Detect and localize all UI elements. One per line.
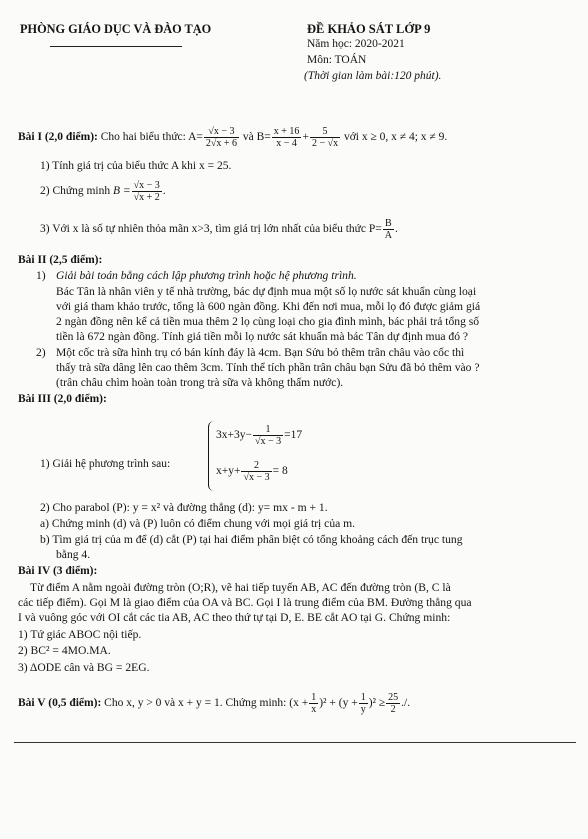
system-brace bbox=[208, 421, 215, 491]
problem-4-line-1: Từ điểm A nằm ngoài đường tròn (O;R), vẽ hai tiếp tuyến AB, AC đến đường tròn (B, C là bbox=[30, 581, 451, 594]
equation-2-rhs: = 8 bbox=[272, 465, 288, 478]
fraction-b1-numerator: x + 16 bbox=[273, 126, 300, 137]
question-3-fraction bbox=[383, 218, 394, 241]
question-3-period: . bbox=[395, 223, 398, 236]
fraction-b2-numerator: 5 bbox=[310, 126, 340, 138]
problem-2-part-1-line-2: với giá tham khảo trước, tổng là 600 ngàn đồng. Khi đến nơi mua, mỗi lọ đó được giảm giá bbox=[56, 300, 481, 313]
problem-2-part-2-number: 2) bbox=[36, 346, 46, 359]
problem-5-statement bbox=[18, 692, 410, 715]
term-1-numerator: 1 bbox=[311, 692, 317, 703]
problem-1-question-1: 1) Tính giá trị của biểu thức A khi x = 25. bbox=[40, 160, 232, 172]
equation-2-numerator: 2 bbox=[241, 460, 271, 472]
equation-1-numerator: 1 bbox=[253, 424, 283, 436]
fraction-a bbox=[204, 126, 239, 149]
problem-4-line-3: I và vuông góc với OI cắt các tia AB, AC theo thứ tự tại D, E. BE cắt AO tại G. Chứng minh: bbox=[18, 611, 451, 624]
equation-2-lhs: x+y+ bbox=[216, 465, 241, 478]
problem-4-question-2: 2) BC² = 4MO.MA. bbox=[18, 644, 111, 657]
inequality-sign: ≥ bbox=[378, 697, 386, 710]
term-2-numerator: 1 bbox=[360, 692, 366, 703]
equation-1 bbox=[216, 424, 302, 447]
department-underline bbox=[50, 46, 182, 47]
problem-4-heading: Bài IV (3 điểm): bbox=[18, 565, 98, 577]
problem-4-question-3: 3) ΔODE cân và BG = 2EG. bbox=[18, 661, 150, 674]
subject: Môn: TOÁN bbox=[307, 54, 367, 66]
problem-1-statement bbox=[18, 126, 447, 149]
problem-3-question-2a: a) Chứng minh (d) và (P) luôn có điểm chung với mọi giá trị của m. bbox=[40, 517, 356, 530]
term-1-open: (x + bbox=[289, 697, 309, 710]
problem-2-part-1-line-4: tiền là 672 ngàn đồng. Tính giá tiền mỗi lọ nước sát khuẩn mà bác Tân dự định mua đó ? bbox=[56, 330, 469, 343]
problem-3-question-2: 2) Cho parabol (P): y = x² và đường thẳng (d): y= mx - m + 1. bbox=[40, 501, 328, 514]
question-2-numerator: √x − 3 bbox=[133, 180, 160, 191]
result-fraction bbox=[386, 692, 400, 715]
problem-4-line-2: các tiếp điểm). Gọi M là giao điểm của OA và BC. Gọi I là trung điểm của BM. Đường thẳng qua bbox=[18, 596, 472, 609]
expression-b-label: và B= bbox=[242, 131, 271, 144]
term-2-close: )² bbox=[368, 697, 376, 710]
problem-3-question-2b-line-1: b) Tìm giá trị của m để (d) cắt (P) tại hai điểm phân biệt có tổng khoảng cách đến trục tung bbox=[40, 533, 463, 546]
problem-2-part-1-number: 1) bbox=[36, 269, 46, 282]
problem-3-question-1: 1) Giải hệ phương trình sau: bbox=[40, 458, 171, 470]
term-1-fraction bbox=[309, 692, 318, 715]
equation-1-lhs: 3x+3y− bbox=[216, 429, 252, 442]
school-year: Năm học: 2020-2021 bbox=[307, 38, 405, 50]
question-3-numerator: B bbox=[383, 218, 394, 230]
problem-1-heading: Bài I (2,0 điểm): bbox=[18, 131, 98, 144]
problem-2-part-2-line-3: (trân châu chìm hoàn toàn trong trà sữa và không thấm nước). bbox=[56, 376, 344, 389]
term-2-open: (y + bbox=[338, 697, 358, 710]
term-1-denominator: x bbox=[311, 704, 317, 715]
problem-2-part-1-line-3: 2 ngàn đồng nên kể cả tiền mua thêm 2 lọ cùng loại cho gia đình mình, bác phải trả tổng số bbox=[56, 315, 480, 328]
problem-1-question-3 bbox=[40, 218, 398, 241]
problem-5-text: Cho x, y > 0 và x + y = 1. Chứng minh: bbox=[104, 697, 287, 710]
fraction-b2 bbox=[310, 126, 340, 149]
term-1-close: )² bbox=[319, 697, 327, 710]
department-name: PHÒNG GIÁO DỤC VÀ ĐÀO TẠO bbox=[20, 22, 212, 36]
equation-2 bbox=[216, 460, 288, 483]
problem-3-question-2b-line-2: bằng 4. bbox=[56, 548, 91, 561]
bottom-rule bbox=[14, 742, 576, 743]
question-3-text: 3) Với x là số tự nhiên thỏa mãn x>3, tìm giá trị lớn nhất của biểu thức P= bbox=[40, 223, 382, 236]
fraction-a-numerator: √x − 3 bbox=[204, 126, 239, 138]
question-2-denominator: √x + 2 bbox=[133, 192, 160, 203]
fraction-b1-denominator: x − 4 bbox=[276, 138, 297, 149]
equation-1-denominator: √x − 3 bbox=[254, 436, 282, 447]
term-2-denominator: y bbox=[360, 704, 366, 715]
problem-2-part-2-line-1: Một cốc trà sữa hình trụ có bán kính đáy là 4cm. Bạn Sửu bỏ thêm trân châu vào cốc thì bbox=[56, 346, 465, 359]
problem-4-question-1: 1) Tứ giác ABOC nội tiếp. bbox=[18, 628, 142, 641]
fraction-b1 bbox=[272, 126, 302, 149]
equation-2-denominator: √x − 3 bbox=[243, 472, 270, 483]
problem-2-part-2-line-2: thấy trà sữa dâng lên cao thêm 3cm. Tính thể tích phần trân châu bạn Sửu đã bỏ thêm vào ? bbox=[56, 361, 480, 374]
equation-1-rhs: =17 bbox=[284, 429, 303, 442]
plus-sign: + bbox=[302, 131, 309, 144]
exam-duration: (Thời gian làm bài:120 phút). bbox=[304, 70, 442, 82]
fraction-b2-denominator: 2 − √x bbox=[311, 138, 339, 149]
problem-5-heading: Bài V (0,5 điểm): bbox=[18, 697, 102, 710]
equation-1-fraction bbox=[253, 424, 283, 447]
question-2-period: . bbox=[162, 185, 166, 198]
question-2-text: 2) Chứng minh bbox=[40, 185, 111, 198]
question-2-lhs: B = bbox=[113, 185, 131, 198]
question-3-denominator: A bbox=[384, 230, 392, 241]
term-2-fraction bbox=[359, 692, 368, 715]
end-mark: ./. bbox=[401, 697, 411, 710]
problem-1-intro: Cho hai biểu thức: A= bbox=[100, 131, 203, 144]
problem-2-part-1-title: Giải bài toán bằng cách lập phương trình hoặc hệ phương trình. bbox=[56, 269, 357, 282]
equation-2-fraction bbox=[241, 460, 271, 483]
problem-2-heading: Bài II (2,5 điểm): bbox=[18, 254, 103, 266]
fraction-a-denominator: 2√x + 6 bbox=[205, 138, 238, 149]
domain-condition: với x ≥ 0, x ≠ 4; x ≠ 9. bbox=[343, 131, 448, 144]
problem-1-question-2 bbox=[40, 180, 166, 203]
problem-2-part-1-line-1: Bác Tân là nhân viên y tế nhà trường, bác dự định mua một số lọ nước sát khuẩn cùng loại bbox=[56, 285, 477, 298]
result-denominator: 2 bbox=[390, 704, 396, 715]
exam-title: ĐỀ KHẢO SÁT LỚP 9 bbox=[307, 22, 431, 36]
problem-3-heading: Bài III (2,0 điểm): bbox=[18, 393, 107, 405]
question-2-fraction bbox=[132, 180, 162, 203]
plus-sign-2: + bbox=[329, 697, 336, 710]
result-numerator: 25 bbox=[388, 692, 399, 703]
